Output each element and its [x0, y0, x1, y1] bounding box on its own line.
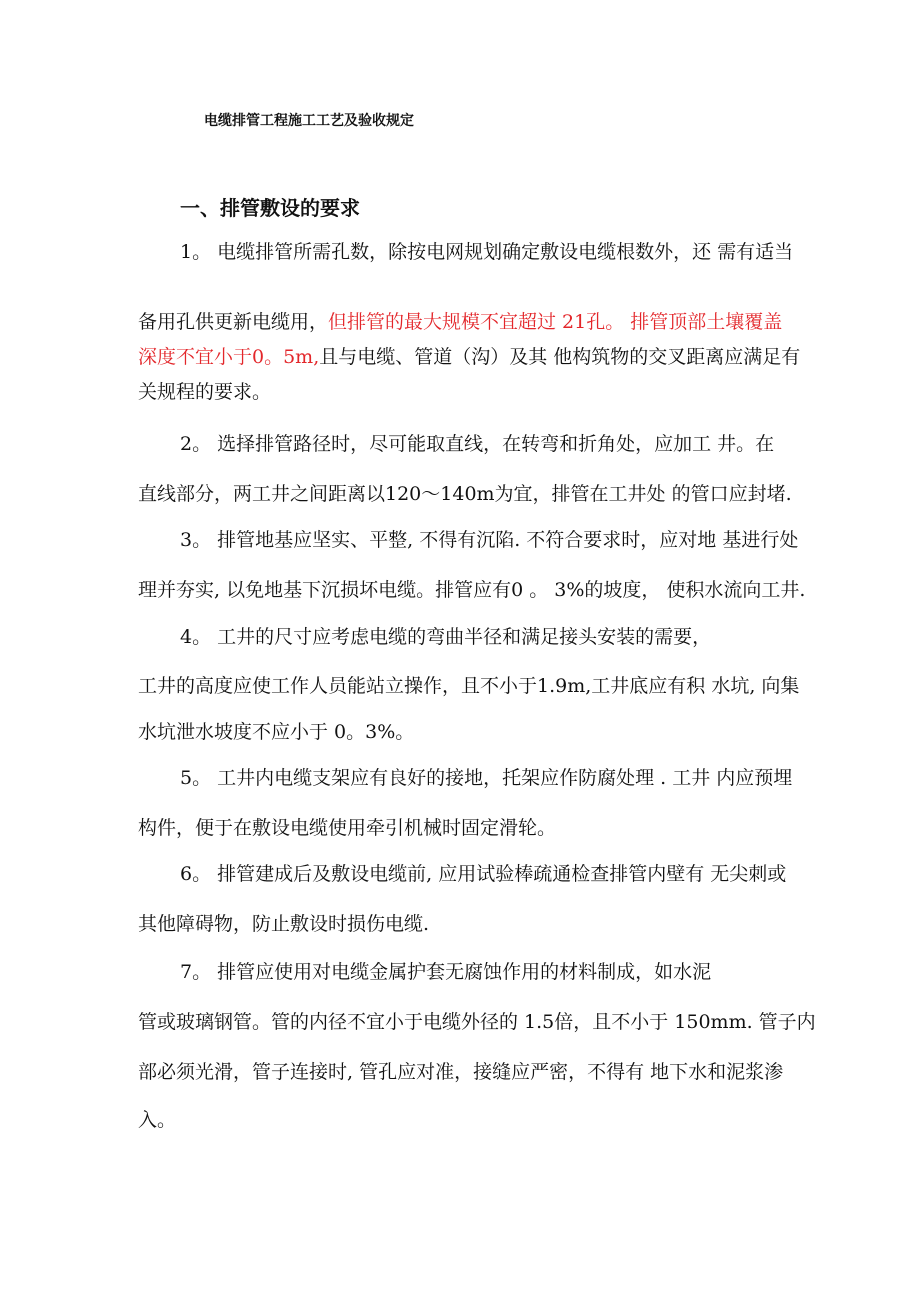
body-text: 2。 选择排管路径时，尽可能取直线，在转弯和折角处，应加工 井。在	[180, 433, 775, 455]
body-text: 水坑泄水坡度不应小于 0。3%。	[138, 721, 415, 743]
paragraph-7-line-2	[138, 1010, 816, 1034]
body-text: 且与电缆、管道（沟）及其 他构筑物的交叉距离应满足有	[319, 346, 801, 368]
body-text: 工井的高度应使工作人员能站立操作，且不小于1.9m,工井底应有积 水坑, 向集	[138, 675, 800, 697]
body-text: 构件，便于在敷设电缆使用牵引机械时固定滑轮。	[138, 817, 557, 839]
body-text: 3。 排管地基应坚实、平整, 不得有沉陷. 不符合要求时，应对地 基进行处	[180, 529, 799, 551]
paragraph-5-line-2	[138, 816, 556, 840]
paragraph-5-line-1	[180, 766, 792, 790]
body-text: 部必须光滑，管子连接时, 管孔应对准，接缝应严密，不得有 地下水和泥浆渗	[138, 1061, 784, 1083]
paragraph-2-line-1	[180, 432, 774, 456]
paragraph-1-line-1	[180, 240, 793, 264]
body-text: 1。 电缆排管所需孔数，除按电网规划确定敷设电缆根数外，还 需有适当	[180, 241, 794, 263]
paragraph-7-line-1	[180, 960, 711, 984]
highlighted-text: 但排管的最大规模不宜超过 21孔。 排管顶部土壤覆盖	[328, 311, 783, 333]
paragraph-3-line-1	[180, 528, 798, 552]
paragraph-6-line-2	[138, 912, 429, 936]
paragraph-2-line-2	[138, 482, 792, 506]
body-text: 其他障碍物，防止敷设时损伤电缆.	[138, 913, 430, 935]
body-text: 5。 工井内电缆支架应有良好的接地，托架应作防腐处理 . 工井 内应预埋	[180, 767, 793, 789]
section-heading: 一、排管敷设的要求	[180, 196, 360, 220]
body-text: 7。 排管应使用对电缆金属护套无腐蚀作用的材料制成，如水泥	[180, 961, 712, 983]
paragraph-1-line-2	[138, 310, 782, 334]
paragraph-3-line-2	[138, 578, 805, 602]
body-text: 入。	[138, 1109, 177, 1131]
document-title: 电缆排管工程施工工艺及验收规定	[204, 113, 414, 129]
paragraph-1-line-4	[138, 380, 271, 404]
body-text: 4。 工井的尺寸应考虑电缆的弯曲半径和满足接头安装的需要，	[180, 626, 712, 648]
highlighted-text: 深度不宜小于0。5m,	[138, 346, 320, 368]
paragraph-7-line-3	[138, 1060, 783, 1084]
paragraph-4-line-2	[138, 674, 799, 698]
paragraph-1-line-3	[138, 345, 800, 369]
body-text: 6。 排管建成后及敷设电缆前, 应用试验棒疏通检查排管内壁有 无尖刺或	[180, 863, 787, 885]
paragraph-6-line-1	[180, 862, 786, 886]
body-text: 管或玻璃钢管。管的内径不宜小于电缆外径的 1.5倍，且不小于 150mm. 管子内	[138, 1011, 816, 1033]
paragraph-4-line-3	[138, 720, 414, 744]
body-text: 直线部分，两工井之间距离以120〜140m为宜，排管在工井处 的管口应封堵.	[138, 483, 792, 505]
body-text: 关规程的要求。	[138, 381, 272, 403]
body-text: 理并夯实, 以免地基下沉损坏电缆。排管应有0 。 3%的坡度， 使积水流向工井.	[138, 579, 806, 601]
body-text: 备用孔供更新电缆用，	[138, 311, 329, 333]
paragraph-7-line-4	[138, 1108, 176, 1132]
paragraph-4-line-1	[180, 625, 711, 649]
